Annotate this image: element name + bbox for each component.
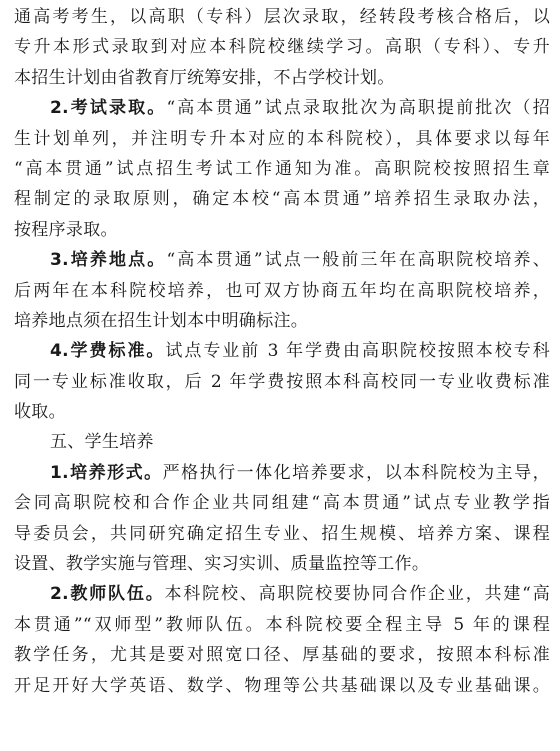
paragraph-title: 2.考试录取。 xyxy=(50,98,167,119)
paragraph-title: 4.学费标准。 xyxy=(50,341,166,362)
text-line: 开足开好大学英语、数学、物理等公共基础课以及专业基础课。 xyxy=(14,675,550,696)
text-line: 教学任务，尤其是要对照宽口径、厚基础的要求，按照本科标准 xyxy=(14,645,550,666)
text-line: 设置、教学实施与管理、实习实训、质量监控等工作。 xyxy=(14,554,430,575)
text-span: “高本贯通”试点一般前三年在高职院校培养、 xyxy=(166,250,550,271)
paragraph-training-location xyxy=(14,245,550,336)
text-line: 后两年在本科院校培养，也可双方协商五年均在高职院校培养， xyxy=(14,280,550,301)
text-line xyxy=(14,336,550,366)
text-line: 生计划单列，并注明专升本对应的本科院校），具体要求以每年 xyxy=(14,128,550,149)
paragraph-title: 2.教师队伍。 xyxy=(50,584,165,605)
text-line: 同一专业标准收取，后 2 年学费按照本科高校同一专业收费标准 xyxy=(14,371,550,392)
text-span: 严格执行一体化培养要求，以本科院校为主导， xyxy=(162,462,550,483)
text-line: 本贯通”“双师型”教师队伍。本科院校要全程主导 5 年的课程 xyxy=(14,614,550,635)
paragraph-intro xyxy=(14,2,550,93)
text-line: 收取。 xyxy=(14,402,66,423)
paragraph-title: 1.培养形式。 xyxy=(50,462,163,483)
text-line: 会同高职院校和合作企业共同组建“高本贯通”试点专业教学指 xyxy=(14,493,550,514)
text-line: 培养地点须在招生计划本中明确标注。 xyxy=(14,310,309,331)
text-line: “高本贯通”试点招生考试工作通知为准。高职院校按照招生章 xyxy=(14,158,550,179)
text-line xyxy=(14,245,550,275)
text-line: 专升本形式录取到对应本科院校继续学习。高职（专科）、专升 xyxy=(14,37,550,58)
section-heading: 五、学生培养 xyxy=(50,432,154,453)
paragraph-title: 3.培养地点。 xyxy=(50,250,167,271)
paragraph-teaching-staff xyxy=(14,579,550,701)
document-page xyxy=(14,0,550,701)
text-line: 通高考考生，以高职（专科）层次录取，经转段考核合格后，以 xyxy=(14,7,550,27)
paragraph-training-form xyxy=(14,458,550,580)
text-line: 按程序录取。 xyxy=(14,219,118,240)
text-span: 试点专业前 3 年学费由高职院校按照本校专科 xyxy=(165,341,550,362)
text-line: 程制定的录取原则，确定本校“高本贯通”培养招生录取办法， xyxy=(14,189,550,210)
text-line xyxy=(14,93,550,123)
paragraph-tuition-standard xyxy=(14,336,550,427)
text-span: 本科院校、高职院校要协同合作企业，共建“高 xyxy=(164,584,550,605)
paragraph-exam-admission xyxy=(14,93,550,245)
text-line: 导委员会，共同研究确定招生专业、招生规模、培养方案、课程 xyxy=(14,523,550,544)
text-line: 本招生计划由省教育厅统筹安排，不占学校计划。 xyxy=(14,67,395,88)
text-line xyxy=(14,579,550,609)
text-span: “高本贯通”试点录取批次为高职提前批次（招 xyxy=(166,98,550,119)
text-line xyxy=(14,458,550,488)
